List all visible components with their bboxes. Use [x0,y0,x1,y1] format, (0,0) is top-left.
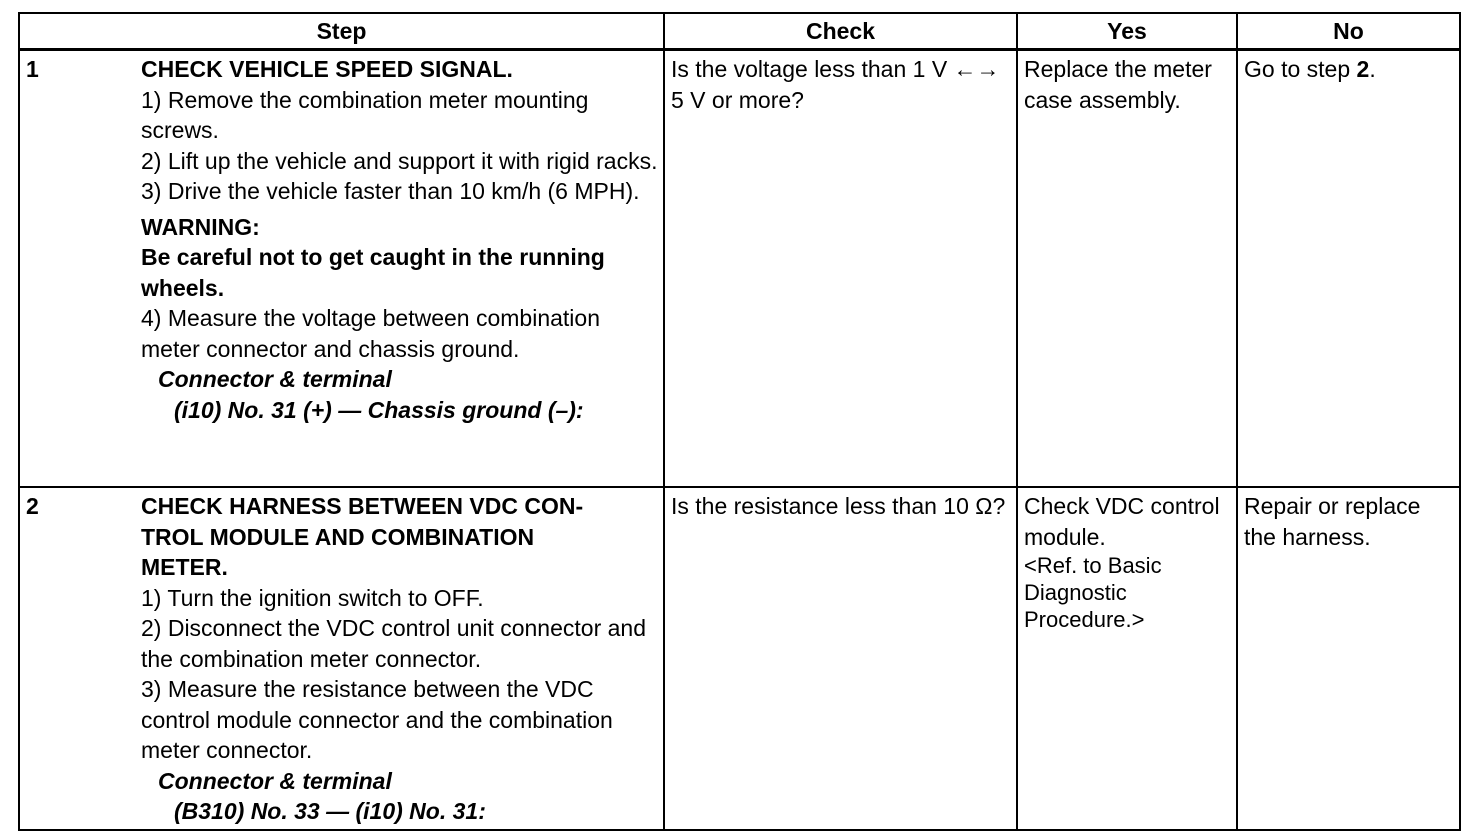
warning-text: Be careful not to get caught in the running wheels. [141,244,605,301]
header-step: Step [19,13,664,50]
diagnostic-table [18,12,1461,831]
no-text: Go to step [1244,56,1357,82]
no-suffix: . [1369,56,1376,82]
connector-label: Connector & terminal [158,366,392,392]
step-instruction: 4) Measure the voltage between combination meter connector and chassis ground. [141,305,601,362]
step-instruction: 1) Turn the ignition switch to OFF. [141,584,484,611]
connector-label: Connector & terminal [158,767,392,794]
step-title: CHECK VEHICLE SPEED SIGNAL. [141,56,513,82]
step-title-line: CHECK HARNESS BETWEEN VDC CON- [141,493,584,519]
no-step-ref: 2 [1356,56,1370,82]
step-title-line: TROL MODULE AND COMBINATION [141,523,535,550]
check-cell: Is the voltage less than 1 V ←→ 5 V or more? [664,50,1017,488]
header-no: No [1237,13,1460,50]
yes-reference: <Ref. to Basic [1024,553,1162,578]
yes-reference: Diagnostic [1024,580,1127,605]
yes-reference: Procedure.> [1024,607,1145,632]
step-title-line: METER. [141,554,228,580]
header-check: Check [664,13,1017,50]
yes-cell: Replace the meter case assembly. [1017,50,1237,488]
check-cell: Is the resistance less than 10 Ω? [664,487,1017,830]
header-row [19,13,1460,50]
step-number: 1 [19,50,137,488]
yes-text: Check VDC control module. [1024,493,1220,550]
step-number: 2 [19,487,137,830]
no-cell [1237,50,1460,488]
step-instruction: 2) Lift up the vehicle and support it with rigid racks. [141,147,658,174]
table-row-step-1 [19,50,1460,488]
step-instruction: 3) Measure the resistance between the VDC control module connector and the combination meter connector. [141,676,613,763]
step-description [137,50,664,488]
step-instruction: 3) Drive the vehicle faster than 10 km/h (6 MPH). [141,178,640,204]
connector-terminal: (i10) No. 31 (+) — Chassis ground (–): [174,396,584,423]
yes-cell [1017,487,1237,830]
step-instruction: 2) Disconnect the VDC control unit connector and the combination meter connector. [141,615,646,672]
step-instruction: 1) Remove the combination meter mounting screws. [141,86,589,143]
header-yes: Yes [1017,13,1237,50]
no-cell: Repair or replace the harness. [1237,487,1460,830]
connector-terminal: (B310) No. 33 — (i10) No. 31: [174,798,486,824]
warning-label: WARNING: [141,213,260,240]
step-description [137,487,664,830]
table-row-step-2 [19,487,1460,830]
